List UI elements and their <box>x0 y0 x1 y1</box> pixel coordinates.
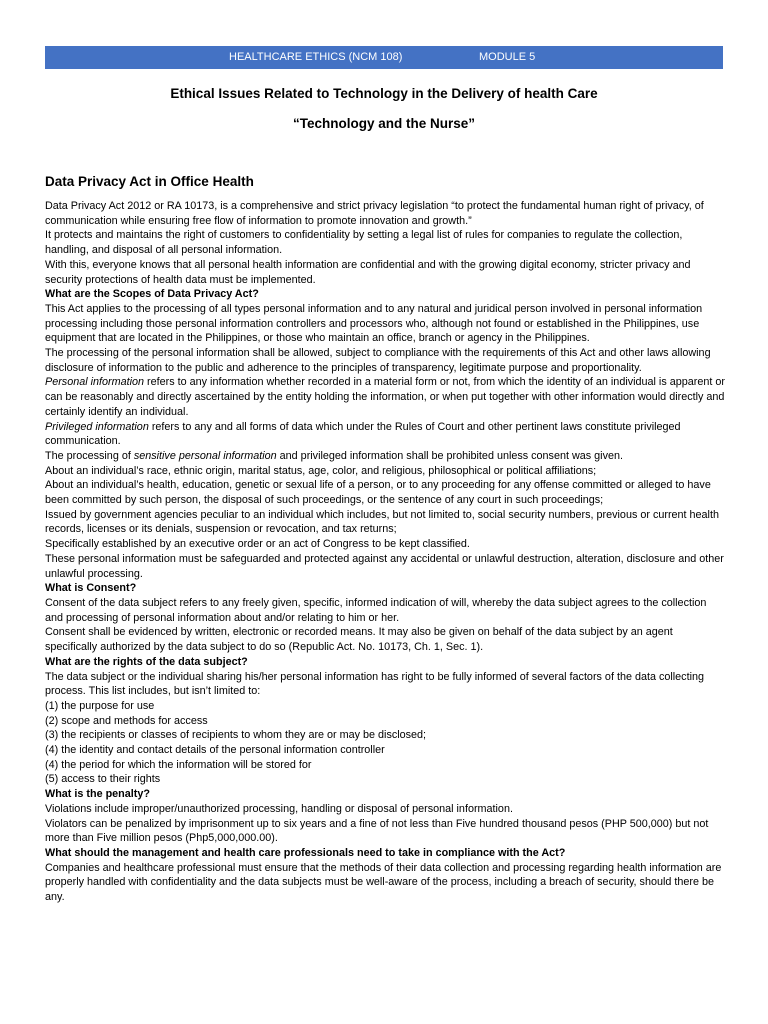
paragraph-text: and privileged information shall be prohibited unless consent was given. <box>276 449 623 462</box>
paragraph: The data subject or the individual sharing his/her personal information has right to be fully informed of several factors of the data collecting process. This list includes, but isn’t limited to: <box>45 670 704 698</box>
paragraph: Consent of the data subject refers to any freely given, specific, informed indication of will, whereby the data subject agrees to the collection and processing of personal information about and/or relating to him or her. <box>45 596 707 624</box>
list-item: (2) scope and methods for access <box>45 714 208 727</box>
question-heading: What are the rights of the data subject? <box>45 655 248 668</box>
paragraph: The processing of the personal information shall be allowed, subject to compliance with the requirements of this Act and other laws allowing disclosure of information to the public and adherence to the principles of transparency, legitimate purpose and proportionality. <box>45 347 711 374</box>
term-personal-information: Personal information <box>45 376 145 389</box>
body-text <box>45 199 725 905</box>
paragraph: It protects and maintains the right of customers to confidentiality by setting a legal list of rules for companies to regulate the collection, handling, and disposal of all personal information. <box>45 229 683 257</box>
paragraph: Violations include improper/unauthorized processing, handling or disposal of personal information. <box>45 802 513 815</box>
list-item: (5) access to their rights <box>45 773 161 786</box>
paragraph-text: refers to any and all forms of data which under the Rules of Court and other pertinent laws constitute privileged communication. <box>45 420 681 448</box>
module-label: MODULE 5 <box>479 51 536 63</box>
question-heading: What should the management and health care professionals need to take in compliance with the Act? <box>45 846 566 859</box>
paragraph: Issued by government agencies peculiar to an individual which includes, but not limited to, social security numbers, previous or current health records, licenses or its denials, suspension or revocation, and tax returns; <box>45 508 719 536</box>
paragraph: These personal information must be safeguarded and protected against any accidental or unlawful destruction, alteration, disclosure and other unlawful processing. <box>45 552 724 580</box>
term-sensitive-information: sensitive personal information <box>133 449 277 462</box>
paragraph <box>45 449 725 464</box>
paragraph <box>45 375 725 419</box>
paragraph: Consent shall be evidenced by written, electronic or recorded means. It may also be given on behalf of the data subject by an agent specifically authorized by the data subject to do so (Republic Act. No. 10173, Ch. 1, Sec. 1). <box>45 626 673 654</box>
header-bar <box>45 46 723 69</box>
list-item: (4) the period for which the information will be stored for <box>45 758 312 771</box>
document-subtitle: “Technology and the Nurse” <box>292 116 476 131</box>
paragraph-text: The processing of <box>45 449 134 462</box>
list-item: (1) the purpose for use <box>45 699 155 712</box>
course-title: HEALTHCARE ETHICS (NCM 108) <box>229 51 403 63</box>
paragraph-text: refers to any information whether recorded in a material form or not, from which the identity of an individual is apparent or can be reasonably and directly ascertained by the entity holding the information, or when put together with other information would directly and certainly identify an individual. <box>45 376 725 418</box>
paragraph: With this, everyone knows that all personal health information are confidential and with the growing digital economy, stricter privacy and security protections of health data must be implemented. <box>45 258 691 286</box>
document-title: Ethical Issues Related to Technology in the Delivery of health Care <box>170 86 598 101</box>
paragraph: This Act applies to the processing of all types personal information and to any natural and juridical person involved in personal information processing including those personal information controllers and processors who, although not found or established in the Philippines, use equipment that are located in the Philippines, or those who maintain an office, branch or agency in the Philippines. <box>45 302 703 345</box>
question-heading: What are the Scopes of Data Privacy Act? <box>45 288 259 301</box>
section-heading: Data Privacy Act in Office Health <box>45 174 254 189</box>
question-heading: What is the penalty? <box>45 788 150 801</box>
term-privileged-information: Privileged information <box>45 420 149 433</box>
question-heading: What is Consent? <box>45 582 137 595</box>
paragraph <box>45 420 725 449</box>
paragraph: Companies and healthcare professional must ensure that the methods of their data collection and processing regarding health information are properly handled with confidentiality and the data subjects must be well-aware of the process, including a breach of security, should there be any. <box>45 861 722 904</box>
paragraph: About an individual’s health, education, genetic or sexual life of a person, or to any proceeding for any offense committed or alleged to have been committed by such person, the disposal of such proceedings, or the sentence of any court in such proceedings; <box>45 479 711 507</box>
paragraph: Specifically established by an executive order or an act of Congress to be kept classified. <box>45 538 470 551</box>
paragraph: About an individual’s race, ethnic origin, marital status, age, color, and religious, philosophical or political affiliations; <box>45 464 597 477</box>
paragraph: Violators can be penalized by imprisonment up to six years and a fine of not less than Five hundred thousand pesos (PHP 500,000) but not more than Five million pesos (Php5,000,000.00). <box>45 817 709 845</box>
list-item: (4) the identity and contact details of the personal information controller <box>45 744 385 757</box>
list-item: (3) the recipients or classes of recipients to whom they are or may be disclosed; <box>45 729 427 742</box>
paragraph: Data Privacy Act 2012 or RA 10173, is a comprehensive and strict privacy legislation “to protect the fundamental human right of privacy, of communication while ensuring free flow of information to promote innovation and growth.” <box>45 200 704 227</box>
